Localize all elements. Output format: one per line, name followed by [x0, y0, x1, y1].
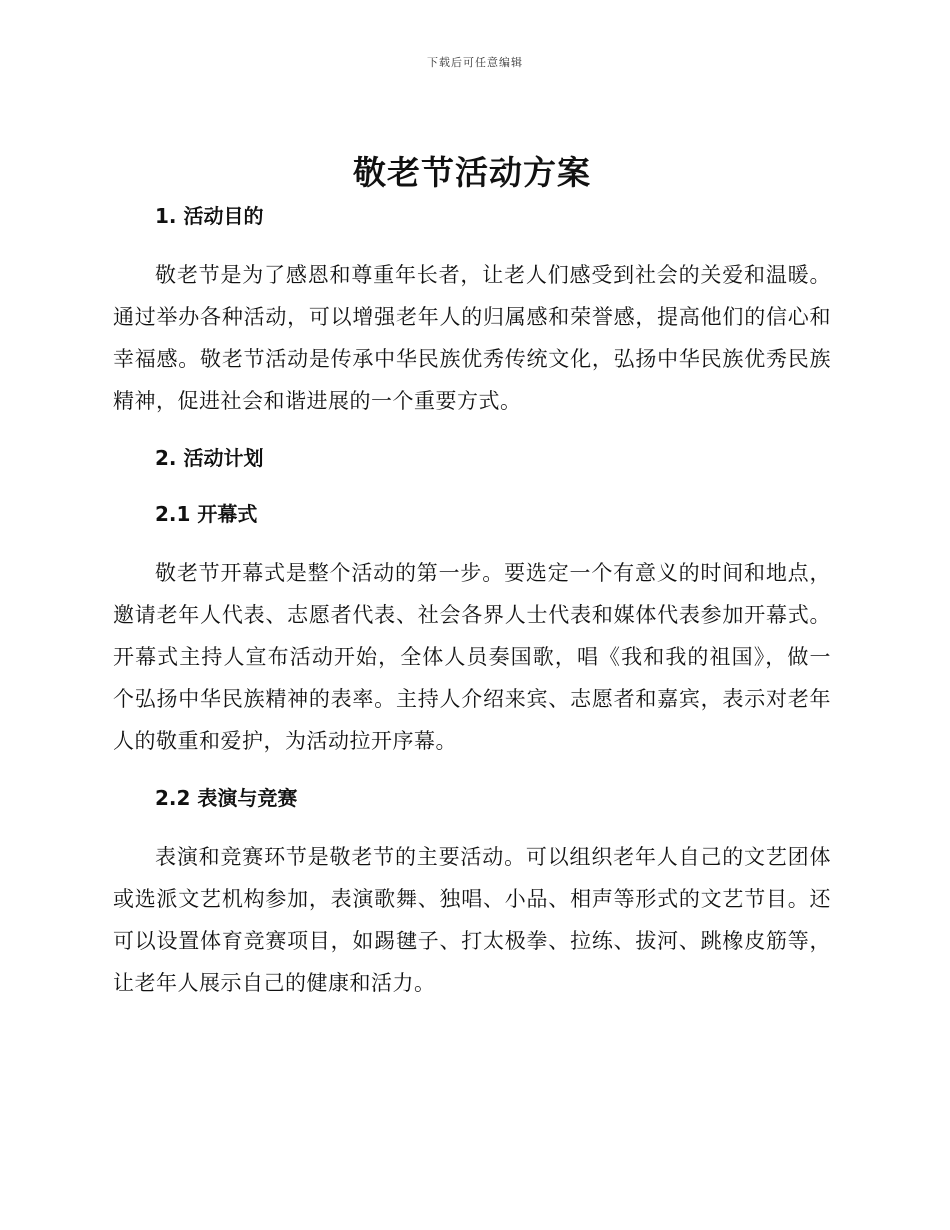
section-paragraph-opening: 敬老节开幕式是整个活动的第一步。要选定一个有意义的时间和地点，邀请老年人代表、志愿者代表、社会各界人士代表和媒体代表参加开幕式。开幕式主持人宣布活动开始，全体人员奏国歌，唱《我和我的祖国》，做一个弘扬中华民族精神的表率。主持人介绍来宾、志愿者和嘉宾，表示对老年人的敬重和爱护，为活动拉开序幕。 — [113, 561, 831, 753]
section-heading-purpose: 1. 活动目的 — [155, 204, 264, 228]
header-note: 下载后可任意编辑 — [427, 56, 523, 69]
section-paragraph-purpose: 敬老节是为了感恩和尊重年长者，让老人们感受到社会的关爱和温暖。通过举办各种活动，可以增强老年人的归属感和荣誉感，提高他们的信心和幸福感。敬老节活动是传承中华民族优秀传统文化，弘扬中华民族优秀民族精神，促进社会和谐进展的一个重要方式。 — [113, 263, 831, 413]
section-heading-performance: 2.2 表演与竞赛 — [155, 786, 298, 810]
section-heading-opening: 2.1 开幕式 — [155, 502, 258, 526]
document-body — [113, 150, 831, 1004]
section-paragraph-performance: 表演和竞赛环节是敬老节的主要活动。可以组织老年人自己的文艺团体或选派文艺机构参加，表演歌舞、独唱、小品、相声等形式的文艺节目。还可以设置体育竞赛项目，如踢毽子、打太极拳、拉练、拔河、跳橡皮筋等，让老年人展示自己的健康和活力。 — [113, 845, 831, 995]
document-title: 敬老节活动方案 — [353, 153, 591, 192]
section-heading-plan: 2. 活动计划 — [155, 446, 264, 470]
